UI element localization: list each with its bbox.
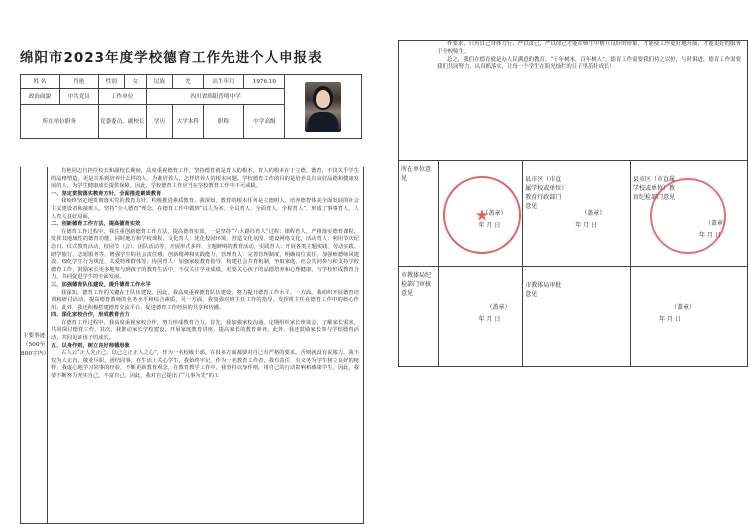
title-value: 中学高级 (244, 105, 285, 139)
city-discipline-label: 市教体局纪检部门审核意见 (399, 267, 439, 367)
unit-date: 年 月 日 (478, 222, 501, 229)
birth-label: 出生年月 (203, 75, 244, 89)
education-value: 大学本科 (173, 105, 203, 139)
county-seal-text: （盖章） (581, 210, 606, 217)
unit-value: 四川省绵阳普明中学 (146, 89, 284, 105)
section-heading: 三、加强德育队伍建设，提升德育工作水平 (51, 281, 151, 288)
county-opinion-cell (523, 161, 631, 267)
county-edu-date: 年 月 日 (698, 232, 721, 239)
ethnic-label: 民族 (146, 75, 172, 89)
name-label: 姓 名 (21, 75, 60, 89)
paragraph: 在德育工作过程中，我注重创新德育工作方法，提高德育实效。一是坚持“六大路径育人”过程：课程育人，严格落实德育课程，发挥其地域性的德育功能，同时地方和学校课程、文化育人：优化校园环境，营造文化氛围，建设网络文化，活动育人：利用节庆纪念日、仪式教育活动，校园节（会）、团队活动等，开展形式多样、主题鲜明的教育活动，实践育人：开展各类主题实践、劳动实践、研学旅行、志愿服务等，增强学生的社会责任感、创新精神和实践能力，管理育人：完善管理制度，明确岗位责任，加强师德师风建设，细化学生行为规范，关爱特殊群体等；协同育人：加强家校教育指导，构建社会共育机制，争取家庭、社会共同参与和支持学校德育工作，鼓励家长更多地参与到孩子的教育生活中，不仅关注学业成绩，更要关心孩子的品德培养和心理健康，与学校形成教育合力，共同促进学生的全面发展。 (51, 228, 359, 281)
paragraph: 古人云“正人先正己，以己之正正人之心”，作为一名校级干部，在很多方面都要对自己有严格的要求。否则就没有说服力。我不仅为人正直，敬业尽职，团结同事，在生活上关心学生，我始终牢记，作为一名教育工作者，我有责任、有义务为学生树立良好的榜样，我虚心地学习同事的经验，不断更新教育观念，在教育教学工作中，我坚持以身作则，用自己的行动影响和感染学生。因此，我要不断努力充实自己，丰富自己。因此，我对自己提出了“儿事为先”的工 (51, 350, 359, 380)
city-review-cell (630, 267, 747, 367)
section-heading: 五、以身作则，树立良好师德形象 (51, 342, 130, 349)
unit-label: 工作单位 (98, 89, 146, 105)
city-discipline-seal-text: （盖章） (486, 304, 511, 311)
county-opinion-label: 县市区（市直属学校或单位）教育行政部门意见 (525, 176, 565, 210)
position-label: 所在单位职务 (21, 105, 99, 139)
applicant-photo (305, 82, 341, 132)
birth-value: 1976.10 (244, 75, 285, 89)
bureau-seal-stamp (650, 178, 726, 254)
education-label: 学历 (146, 105, 172, 139)
gender-value: 女 (124, 75, 146, 89)
paragraph: 我始终坚定地贯彻落实党的教育方针，积极推进素质教育。我深知，教育的根本任务是立德树人，培养德智体美全面发展的社会主义建设者和接班人。坚持“全人德育”理念，在德育工作中做到“以人为本、全员育人、全面育人、全程育人”，形成了事事育人、人人育人良好局面。 (51, 198, 359, 220)
section-heading: 四、深化家校合作，形成教育合力 (51, 312, 130, 319)
political-value: 中共党员 (59, 89, 98, 105)
continued-text-cell (399, 41, 748, 161)
county-edu-opinion-label: 县市区（市直属学校或单位）教育纪检部门意见 (632, 176, 675, 201)
paragraph: 肖艳同志自担任校长和副校长期间，高度重视德育工作，坚持德育就是育人的根本，育人的根本在于立德。德育，不仅关乎学生的品格塑造，更是关系到培养什么样的人、为谁培养人、怎样培养人的根本问题。学校德育工作的目的是培养具有良好品德和健康发展的人，为学生健康成长提供保障。因此，学校德育工作应当在学校教育工作中不可或缺。 (51, 168, 359, 190)
deeds-text (51, 168, 359, 381)
position-value: 党委委员、副校长 (98, 105, 146, 139)
paragraph: 在德育工作过程中，我高度重视家校合作，努力形成教育合力。首先，我加强家校沟通，定期组织家长座谈会，了解家长需求，共同探讨德育工作。其次，我推动家长学校建设，开展家庭教育讲座，提高家长的教育素养。此外，我还鼓励家长参与学校德育活动，共同见证孩子的成长。 (51, 319, 359, 342)
paragraph: 总之，我们在德育就是办人民满意的教育，“十年树木，百年树人”，德育工作需要我们持之以恒，与时俱进，德育工作需要我们共同努力，认真抓落实，让每一个学生在阳光灿烂的日子里茁壮成长！ (437, 56, 741, 71)
deeds-section (20, 167, 364, 524)
unit-seal-text: （盖章） (482, 210, 507, 217)
section-heading: 二、创新德育工作方法，提高德育实效 (51, 221, 141, 228)
paragraph: 我深知，德育工作的关键在于队伍建设。因此，我高度重视德育队伍建设，努力提升德育工作水平。一方面，我组织开展德育培训和研讨活动，提高德育教师的业务水平和综合素质，另一方面，我加强对班主任工作的指导，发挥班主任在德育工作中的核心作用。此外，我还积极搭建德育交流平台，促进德育工作经验的共享和传播。 (51, 289, 359, 311)
paragraph: 作要求，只有自己身体力行，严以责己，严以律己才能在师生中树立良好的形象，才能使工作更好地开展，才能更好的服务于全校师生。 (437, 41, 741, 55)
star-icon: ★ (474, 205, 490, 225)
city-review-seal-text: （盖章） (670, 304, 695, 311)
county-edu-seal-text: （盖章） (704, 220, 729, 227)
city-review-label: 市教体局审批意见 (523, 267, 631, 367)
city-discipline-date: 年 月 日 (478, 316, 501, 323)
name-value: 肖艳 (59, 75, 98, 89)
city-review-date: 年 月 日 (658, 316, 681, 323)
photo-cell (285, 75, 362, 139)
right-page (398, 40, 748, 482)
section-heading: 一、坚定贯彻落实教育方针，全面推进素质教育 (51, 190, 162, 197)
continued-text (437, 41, 741, 72)
school-seal-stamp (443, 176, 521, 254)
info-table (20, 74, 362, 139)
title-label: 职称 (203, 105, 244, 139)
political-label: 政治面貌 (21, 89, 60, 105)
gender-label: 性别 (98, 75, 124, 89)
unit-opinion-label: 所在单位意见 (399, 161, 439, 267)
ethnic-value: 羌 (173, 75, 203, 89)
deeds-side-label: 主要事迹（500至800字内） (21, 167, 48, 523)
city-discipline-cell (438, 267, 523, 367)
left-page (6, 10, 366, 520)
county-date: 年 月 日 (575, 222, 598, 229)
form-title: 绵阳市2023年度学校德育工作先进个人申报表 (20, 50, 323, 66)
